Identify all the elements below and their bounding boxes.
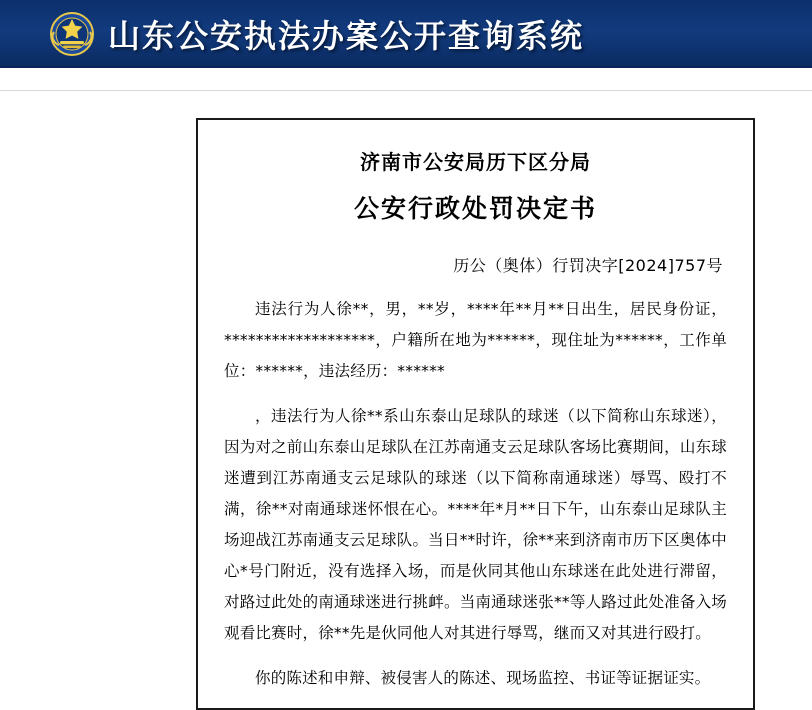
document-number: 历公（奥体）行罚决字[2024]757号 bbox=[453, 256, 723, 275]
document-viewport bbox=[0, 91, 812, 687]
decision-document bbox=[196, 118, 755, 710]
site-header bbox=[0, 0, 812, 68]
issuing-organization: 济南市公安局历下区分局 bbox=[360, 150, 591, 174]
document-body bbox=[224, 294, 727, 694]
document-title: 公安行政处罚决定书 bbox=[353, 194, 597, 223]
document-paragraph: 违法行为人徐**，男，**岁，****年**月**日出生，居民身份证，*******************，户籍所在地为******，现住址为******，工作单位：******，违法经历：****** bbox=[224, 300, 727, 380]
site-title: 山东公安执法办案公开查询系统 bbox=[108, 17, 585, 55]
header-divider bbox=[0, 68, 812, 91]
police-emblem-icon bbox=[48, 10, 96, 58]
document-paragraph: ，违法行为人徐**系山东泰山足球队的球迷（以下简称山东球迷），因为对之前山东泰山足球队在江苏南通支云足球队客场比赛期间，山东球迷遭到江苏南通支云足球队的球迷（以下简称南通球迷）辱骂、殴打不满，徐**对南通球迷怀恨在心。****年*月**日下午，山东泰山足球队主场迎战江苏南通支云足球队。当日**时许，徐**来到济南市历下区奥体中心*号门附近，没有选择入场，而是伙同其他山东球迷在此处进行滞留，对路过此处的南通球迷进行挑衅。当南通球迷张**等人路过此处准备入场观看比赛时，徐**先是伙同他人对其进行辱骂，继而又对其进行殴打。 bbox=[224, 407, 727, 642]
document-paragraph: 你的陈述和申辩、被侵害人的陈述、现场监控、书证等证据证实。 bbox=[255, 669, 711, 687]
